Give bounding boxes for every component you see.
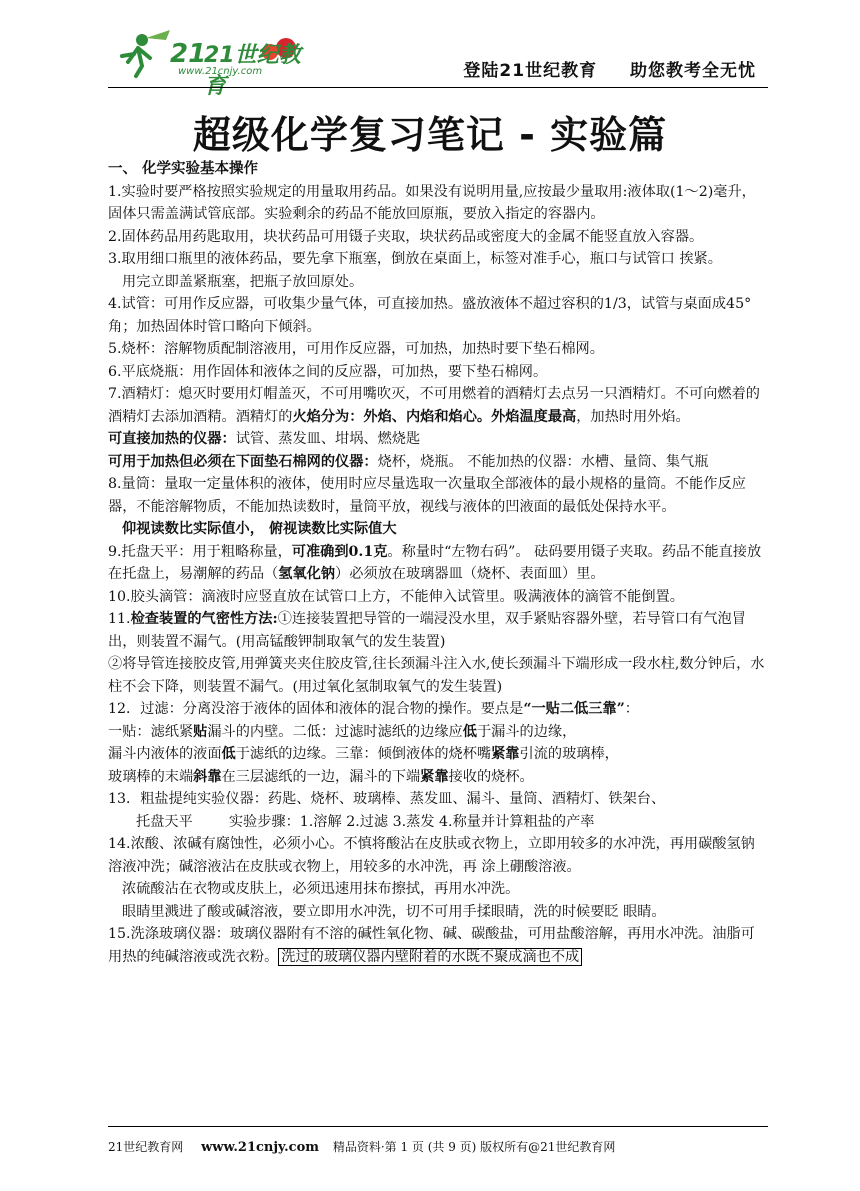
- document-body: [108, 158, 768, 968]
- direct-heat-items: 试管、蒸发皿、坩埚、燃烧匙: [235, 431, 421, 447]
- footer-site-link[interactable]: www.21cnjy.com: [201, 1140, 319, 1155]
- page-header: [108, 26, 768, 99]
- p12-l: 紧靠: [491, 746, 520, 762]
- p15-text: 15.洗涤玻璃仪器：玻璃仪器附有不溶的碱性氧化物、碱、碳酸盐，可用盐酸溶解，再用水冲洗。油脂可用热的纯碱溶液或洗衣粉。: [108, 926, 755, 965]
- paragraph-5: 5.烧杯：溶解物质配制溶液用，可用作反应器，可加热，加热时要下垫石棉网。: [108, 341, 604, 357]
- paragraph-6: 6.平底烧瓶：用作固体和液体之间的反应器，可加热，要下垫石棉网。: [108, 363, 548, 380]
- page-footer: [108, 1138, 768, 1155]
- paragraph-13b: 托盘天平 实验步骤：1.溶解 2.过滤 3.蒸发 4.称量并计算粗盐的产率: [136, 813, 595, 830]
- paragraph-3b: 用完立即盖紧瓶塞，把瓶子放回原处。: [122, 273, 364, 290]
- logo-text: 21世纪教育: [204, 43, 301, 99]
- paragraph-12b: [108, 721, 768, 744]
- paragraph-11: [108, 608, 768, 653]
- gauze-heat-label: 可用于加热但必须在下面垫石棉网的仪器：: [108, 453, 378, 470]
- page-title: 超级化学复习笔记 - 实验篇: [192, 113, 668, 157]
- paragraph-1: 1.实验时要严格按照实验规定的用量取用药品。如果没有说明用量,应按最少量取用:液体取(1～2)毫升，固体只需盖满试管底部。实验剩余的药品不能放回原瓶，要放入指定的容器内。: [108, 183, 756, 222]
- paragraph-11b: ②将导管连接胶皮管,用弹簧夹夹住胶皮管,往长颈漏斗注入水,使长颈漏斗下端形成一段水柱,数分钟后，水柱不会下降，则装置不漏气。(用过氧化氢制取氧气的发生装置): [108, 656, 765, 695]
- p12-e: 贴: [193, 723, 208, 740]
- p9-c: 。称量时“左物右码”。 砝码要用镊子夹取。药品不能直接放在托盘上，易潮解的药品（: [108, 543, 762, 582]
- p12-j: 低: [221, 746, 236, 762]
- header-divider: [108, 87, 768, 88]
- p12-n: 玻璃棒的末端: [108, 768, 194, 785]
- p12-q: 紧靠: [420, 768, 449, 785]
- p7-tail: ，加热时用外焰。: [576, 408, 690, 425]
- svg-text:21: 21: [170, 39, 207, 69]
- p12-c: ：: [624, 701, 639, 717]
- p12-bold: “一贴二低三靠”: [523, 701, 625, 717]
- p11-num: 11.: [108, 611, 131, 627]
- footer-right: 精品资料·第 1 页 (共 9 页) 版权所有@21世纪教育网: [332, 1140, 616, 1154]
- gauze-heat-items: 烧杯，烧瓶。 不能加热的仪器：水槽、量筒、集气瓶: [377, 453, 709, 470]
- paragraph-15: [108, 923, 768, 968]
- p9-a: 9.托盘天平：用于粗略称量，: [108, 543, 292, 560]
- gauze-heat-line: [108, 451, 768, 474]
- paragraph-4: 4.试管：可用作反应器，可收集少量气体，可直接加热。盛放液体不超过容积的1/3，试管与桌面成45°角；加热固体时管口略向下倾斜。: [108, 296, 752, 335]
- paragraph-14b: 浓硫酸沾在衣物或皮肤上，必须迅速用抹布擦拭，再用水冲洗。: [122, 881, 520, 897]
- paragraph-7: [108, 383, 768, 428]
- paragraph-12c: [108, 743, 768, 766]
- p12-g: 低: [462, 723, 477, 740]
- p15-boxed: 洗过的玻璃仪器内壁附着的水既不聚成滴也不成: [278, 948, 582, 966]
- paragraph-12d: [108, 766, 768, 789]
- p9-e: ）必须放在玻璃器皿（烧杯、表面皿）里。: [335, 566, 605, 582]
- section-heading: 一、 化学实验基本操作: [108, 161, 259, 177]
- direct-heat-label: 可直接加热的仪器：: [108, 431, 236, 447]
- p12-h: 于漏斗的边缘，: [476, 723, 577, 740]
- p7-flame-bold: 火焰分为：外焰、内焰和焰心。外焰温度最高: [292, 408, 577, 425]
- p11-bold: 检查装置的气密性方法:: [130, 611, 278, 627]
- p12-k: 于滤纸的边缘。三靠：倾倒液体的烧杯嘴: [235, 746, 492, 762]
- site-logo[interactable]: [108, 26, 308, 99]
- paragraph-14: 14.浓酸、浓碱有腐蚀性，必须小心。不慎将酸沾在皮肤或衣物上，立即用较多的水冲洗，再用碳酸氢钠溶液冲洗；碱溶液沾在皮肤或衣物上，用较多的水冲洗，再 涂上硼酸溶液。: [108, 836, 755, 875]
- p12-o: 斜靠: [193, 768, 222, 785]
- slogan-left: 登陆21世纪教育: [463, 61, 598, 81]
- footer-divider: [108, 1126, 768, 1127]
- p11-c: ①连接装置把导管的一端浸没水里，双手紧贴容器外壁，若导管口有气泡冒出，则装置不漏气。(用高锰酸钾制取氧气的发生装置): [108, 611, 746, 650]
- paragraph-3: 3.取用细口瓶里的液体药品，要先拿下瓶塞，倒放在桌面上，标签对准手心，瓶口与试管口 挨紧。: [108, 251, 722, 267]
- paragraph-10: 10.胶头滴管：滴液时应竖直放在试管口上方，不能伸入试管里。吸满液体的滴管不能倒置。: [108, 588, 684, 605]
- p7-text: 7.酒精灯：熄灭时要用灯帽盖灭，不可用嘴吹灭，不可用燃着的酒精灯去点另一只酒精灯。不可向燃着的酒精灯去添加酒精。酒精灯的: [108, 386, 760, 425]
- slogan-right: 助您教考全无忧: [630, 61, 756, 81]
- p12-d: 一贴：滤纸紧: [108, 723, 194, 740]
- paragraph-8b: 仰视读数比实际值小， 俯视读数比实际值大: [122, 521, 397, 537]
- p12-m: 引流的玻璃棒，: [519, 746, 619, 762]
- p12-p: 在三层滤纸的一边，漏斗的下端: [221, 768, 421, 785]
- paragraph-2: 2.固体药品用药匙取用，块状药品可用镊子夹取，块状药品或密度大的金属不能竖直放入容器。: [108, 228, 704, 245]
- p12-i: 漏斗内液体的液面: [108, 746, 222, 762]
- paragraph-14c: 眼睛里溅进了酸或碱溶液，要立即用水冲洗，切不可用手揉眼睛，洗的时候要眨 眼睛。: [122, 903, 666, 920]
- p12-r: 接收的烧杯。: [448, 768, 534, 785]
- footer-left: 21世纪教育网: [108, 1140, 184, 1154]
- p12-a: 12．过滤：分离没溶于液体的固体和液体的混合物的操作。要点是: [108, 701, 524, 717]
- paragraph-13: 13．粗盐提纯实验仪器：药匙、烧杯、玻璃棒、蒸发皿、漏斗、量筒、酒精灯、铁架台、: [108, 791, 666, 807]
- paragraph-9: [108, 541, 768, 586]
- p9-bold: 可准确到0.1克: [291, 543, 388, 560]
- header-slogan: [449, 56, 756, 81]
- direct-heat-line: [108, 428, 768, 451]
- logo-url: www.21cnjy.com: [178, 66, 263, 77]
- p9-naoh: 氢氧化钠: [278, 566, 336, 582]
- paragraph-8: 8.量筒：量取一定量体积的液体，使用时应尽量选取一次量取全部液体的最小规格的量筒。不能作反应器，不能溶解物质，不能加热读数时，量筒平放，视线与液体的凹液面的最低处保持水平。: [108, 476, 746, 515]
- paragraph-12: [108, 698, 768, 721]
- p12-f: 漏斗的内壁。二低：过滤时滤纸的边缘应: [207, 723, 463, 740]
